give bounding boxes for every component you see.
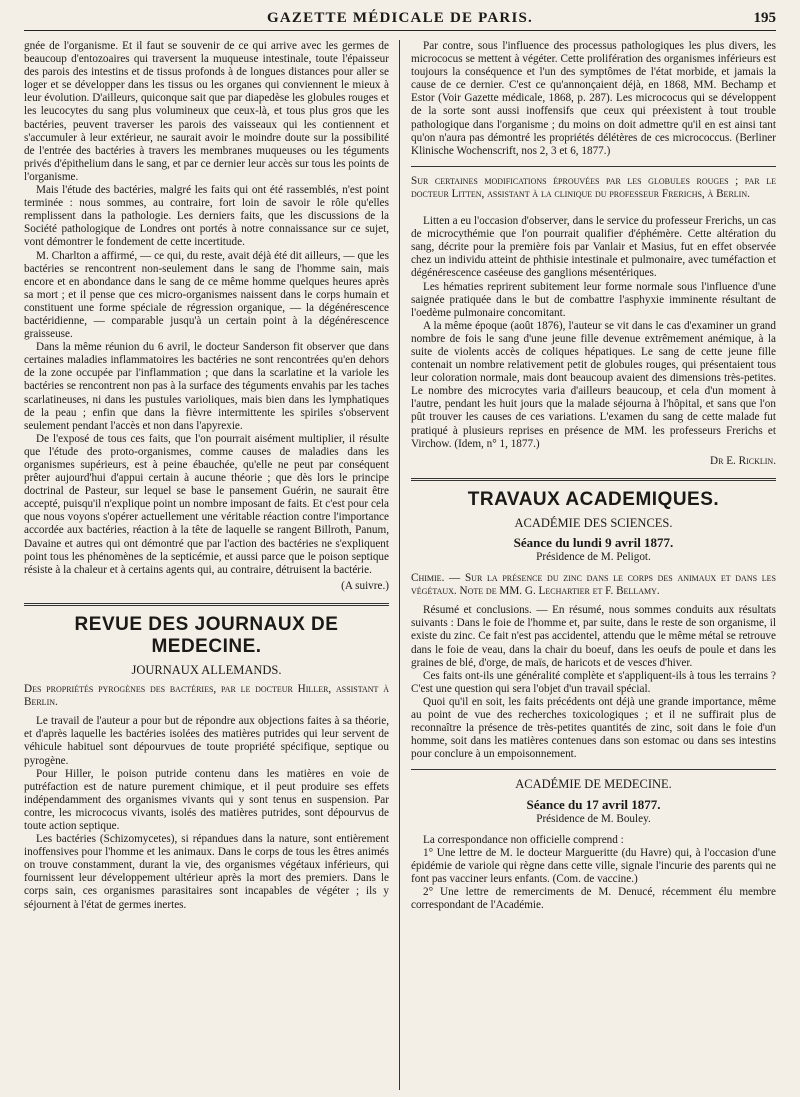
paragraph: Les bactéries (Schizomycetes), si répandues dans la nature, sont entièrement inoffensives pour l'homme et les animaux. Dans le corps de tous les êtres animés on trouve constamment, durant la vie, des organismes végétaux inférieurs, qui fournissent leur développement ultérieur après la mort des premiers. Dans le corps sain, ces organismes parasitaires sont incapables de végéter ; ils y séjournent à l'état de germes inertes. (24, 833, 389, 911)
author-signature: Dr E. Ricklin. (709, 454, 776, 467)
paragraph: Mais l'étude des bactéries, malgré les faits qui ont été rassemblés, n'est point terminée : nous sommes, au contraire, fort loin de savoir le rôle qu'elles remplissent dans la pathologie. Les derniers faits, que les discussions de la Société pathologique de Londres ont portés à notre connaissance sur ce sujet, vont démontrer le fondement de cette incertitude. (24, 184, 389, 249)
paragraph: gnée de l'organisme. Et il faut se souvenir de ce qui arrive avec les germes de beaucoup d'entozoaires qui traversent la muqueuse intestinale, toute l'épaisseur des parois des intestins et de tissus profonds à de longues distances pour aller se loger et se développer dans les tissus ou les organes qui conviennent le mieux à leur évolution. D'ailleurs, quiconque sait que par diapedèse les globules rouges et les leucocytes du sang plus volumineux que ceux-là, et tous plus gros que les bactéries, peuvent traverser les parois des vaisseaux qui les contiennent et s'accumuler à leur extérieur, ne saurait avoir le moindre doute sur la possibilité de l'entrée des bactéries à travers les membranes muqueuses ou les téguments privés d'épithelium dans le sang, et par ce dernier leur accès sur tous les points de l'organisme. (24, 40, 389, 183)
paragraph: Pour Hiller, le poison putride contenu dans les matières en voie de putréfaction est de nature purement chimique, et il peut produire ses effets indépendamment des organismes vivants qui y sont tenus en suspension. Par contre, les micrococus vivants, isolés des matières putrides, sont dépourvus de toute action septique. (24, 767, 389, 832)
paragraph: Les hématies reprirent subitement leur forme normale sous l'influence d'une saignée pratiquée dans le but de combattre l'asphyxie imminente résultant de l'oedème pulmonaire concomitant. (411, 280, 776, 319)
page-number: 195 (753, 10, 776, 26)
paragraph: La correspondance non officielle comprend : (423, 833, 624, 846)
left-column (24, 40, 389, 912)
presidency: Présidence de M. Peligot. (536, 551, 651, 563)
article-heading: Sur certaines modifications éprouvées par les globules rouges ; par le docteur Litten, assistant à la clinique du professeur Frerichs, à Berlin. (411, 174, 776, 200)
section-title: TRAVAUX ACADEMIQUES. (467, 488, 720, 510)
right-column (411, 40, 776, 912)
presidency: Présidence de M. Bouley. (536, 812, 651, 825)
paragraph: Le travail de l'auteur a pour but de répondre aux objections faites à sa théorie, et d'après laquelle les bactéries isolées des matières putrides qui leur servent de véhicule habituel sont dépourvues de toute propriété spécifique, septique ou pyrogène. (24, 715, 389, 767)
paragraph: Dans la même réunion du 6 avril, le docteur Sanderson fit observer que dans certaines maladies inflammatoires les bactéries ne sont rencontrées qu'en dehors de la zone occupée par l'inflammation ; que dans la scarlatine et la variole les bactéries se rencontrent non pas à la surface des téguments envahis par les taches scarlatineuses, ni dans les pustules varioliques, mais bien dans les lymphatiques de la peau ; enfin que dans la fièvre intermittente les spiriles s'observent seulement pendant l'accès et non dans l'apyrexie. (24, 341, 389, 432)
section-title: REVUE DES JOURNAUX DE MEDECINE. (74, 613, 339, 657)
running-head (24, 6, 776, 31)
paragraph: Résumé et conclusions. — En résumé, nous sommes conduits aux résultats suivants : Dans le foie de l'homme et, par suite, dans le reste de son organisme, il existe du zinc. Ce fait n'est pas accidentel, attendu que le même métal se retrouve dans le foie de veau, dans la chair du boeuf, dans les oeufs de poule et dans les graines de blé, d'orge, de maïs, de haricots et de vesces d'hiver. (411, 604, 776, 669)
article-heading: Des propriétés pyrogènes des bactéries, par le docteur Hiller, assistant à Berlin. (24, 683, 389, 709)
paragraph: Litten a eu l'occasion d'observer, dans le service du professeur Frerichs, un cas de microcythémie que l'on pourrait qualifier d'éphémère. Cette altération du sang, décrite pour la première fois par Vanlair et Masius, fut en effet observée chez un individu atteint de phthisie intestinale et pulmonaire, avec tuméfaction et dégénérescence caséeuse des ganglions mésentériques. (411, 215, 776, 280)
paragraph: 1° Une lettre de M. le docteur Margueritte (du Havre) qui, à l'occasion d'une épidémie de variole qui règne dans cette ville, signale l'incurie des parents qui ne font pas vacciner leurs enfants. (Com. de vaccine.) (411, 846, 776, 885)
session-date: Séance du 17 avril 1877. (526, 796, 661, 812)
paragraph: Ces faits ont-ils une généralité complète et s'appliquent-ils à tous les terrains ? C'est une question qui sera l'objet d'un travail spécial. (411, 669, 776, 695)
article-heading: Chimie. — Sur la présence du zinc dans le corps des animaux et dans les végétaux. Note de MM. G. Lechartier et F. Bellamy. (411, 572, 776, 598)
paragraph: Par contre, sous l'influence des processus pathologiques les plus divers, les micrococus se mettent à végéter. Cette prolifération des organismes inférieurs est toujours la conséquence et l'un des symptômes de l'état morbide, et jamais la cause de ce dernier. C'est ce qu'annonçaient déjà, en 1868, MM. Bechamp et Estor (Voir Gazette médicale, 1868, p. 287). Les micrococus qui se développent de la sorte sont aussi inoffensifs que ceux qui préexistent à tout trouble pathologique dans l'organisme ; du moins on doit admettre qu'il en est ainsi tant qu'on n'aura pas démontré les propriétés délétères de ces micrococcus. (Berliner Klinische Wochenscrift, nos 2, 3 et 6, 1877.) (411, 40, 776, 157)
article-divider (411, 769, 776, 770)
paragraph: De l'exposé de tous ces faits, que l'on pourrait aisément multiplier, il résulte que l'étude des proto-organismes, comme causes de maladies dans les organismes supérieurs, est à peine ébauchée, qu'elle ne peut par conséquent prêter aujourd'hui d'appui certain à aucune théorie ; que dès lors le principe doctrinal de Pasteur, sur lequel se base le pansement Guérin, ne saurait être accepté, puisqu'il n'explique point un nombre imposant de faits. Et c'est pour cela que nous voyons s'opérer actuellement une véritable réaction contre l'importance accordée aux bactéries, réaction à la tête de laquelle se rangent Billroth, Panum, Davaine et autres qui ont démontré que par l'action des bactéries ne s'expliquent point tous les phénomènes de la septicémie, et aussi parce que le poison septique résiste à la chaleur et à certains agents qui, au contraire, détruisent la bactérie. (24, 432, 389, 576)
subsection-title: JOURNAUX ALLEMANDS. (131, 662, 282, 677)
article-divider (411, 166, 776, 167)
paragraph: A la même époque (août 1876), l'auteur se vit dans le cas d'examiner un grand nombre de fois le sang d'une jeune fille devenue extrêmement anémique, à la suite de violents accès de coliques hépatiques. Le sang de cette jeune fille contenait un nombre relativement petit de globules rouges, qui présentaient tous leur coloration normale, mais dont beaucoup avaient des dimensions très-petites. Le nombre des microcytes varia d'ailleurs beaucoup, et cela d'un moment à l'autre, pendant les huit jours que la malade séjourna à l'hôpital, et sans que l'on pût trouver les causes de ces variations. L'examen du sang de cette malade fut pratiqué à plusieurs reprises en présence de MM. les professeurs Frerichs et Virchow. (Idem, n° 1, 1877.) (411, 319, 776, 450)
academy-title: ACADÉMIE DES SCIENCES. (514, 515, 673, 530)
section-divider (411, 478, 776, 481)
masthead-title: GAZETTE MÉDICALE DE PARIS. (267, 10, 533, 26)
section-divider (24, 603, 389, 606)
continued-note: (A suivre.) (341, 579, 389, 592)
paragraph: Quoi qu'il en soit, les faits précédents ont déjà une grande importance, même au point de vue des recherches toxicologiques ; et il ne suffirait plus de reconnaître la présence de très-petites quantités de zinc, soit dans le foie d'un homme, soit dans les matières contenues dans son estomac ou dans ses intestins pour conclure à un empoisonnement. (411, 695, 776, 761)
paragraph: 2° Une lettre de remerciments de M. Denucé, récemment élu membre correspondant de l'Académie. (411, 886, 776, 912)
academy-title: ACADÉMIE DE MEDECINE. (515, 777, 672, 792)
session-date: Séance du lundi 9 avril 1877. (513, 534, 674, 550)
column-divider (399, 40, 400, 1090)
paragraph: M. Charlton a affirmé, — ce qui, du reste, avait déjà été dit ailleurs, — que les bactéries se rencontrent non-seulement dans le sang de l'homme sain, mais encore et en abondance dans le sang de ce même homme quelques heures après sa mort ; et il pense que ces micro-organismes naissent dans le corps humain et constituent une forme spéciale de régression organique, — la dégénérescence bactéridienne, — comparable jusqu'à un certain point à la dégénérescence graisseuse. (24, 249, 389, 341)
